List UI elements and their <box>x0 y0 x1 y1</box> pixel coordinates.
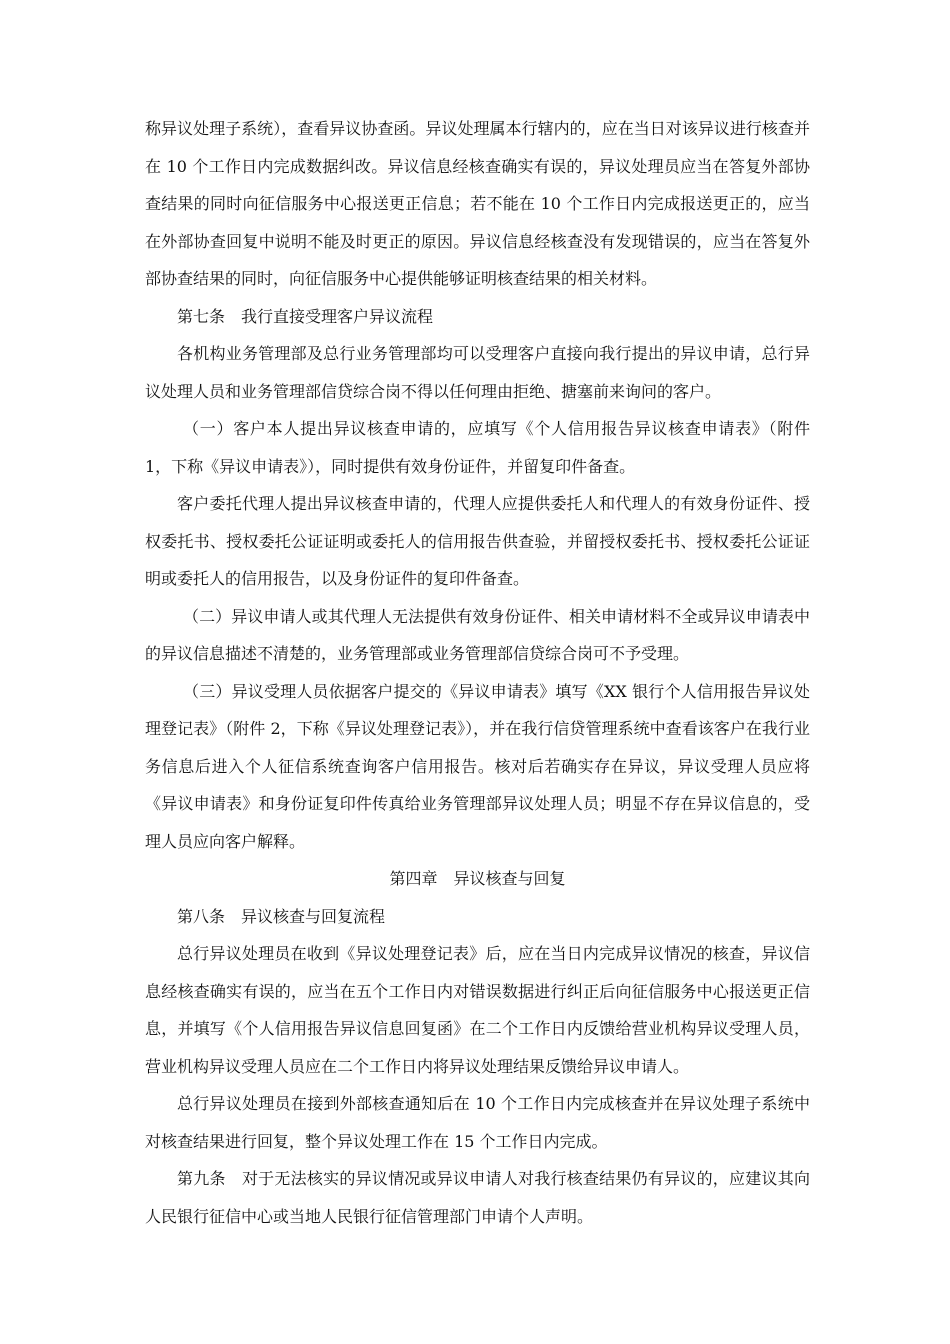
document-page <box>145 110 810 1235</box>
chapter-4-title: 第四章 异议核查与回复 <box>389 869 566 888</box>
paragraph-article-9: 第九条 对于无法核实的异议情况或异议申请人对我行核查结果仍有异议的，应建议其向人民银行征信中心或当地人民银行征信管理部门申请个人声明。 <box>145 1169 810 1226</box>
paragraph-external-verification: 总行异议处理员在接到外部核查通知后在 10 个工作日内完成核查并在异议处理子系统中对核查结果进行回复，整个异议处理工作在 15 个工作日内完成。 <box>145 1094 810 1151</box>
article-8-title: 第八条 异议核查与回复流程 <box>177 906 386 926</box>
article-7-title: 第七条 我行直接受理客户异议流程 <box>177 306 434 326</box>
paragraph-item-2: （二）异议申请人或其代理人无法提供有效身份证件、相关申请材料不全或异议申请表中的异议信息描述不清楚的，业务管理部或业务管理部信贷综合岗可不予受理。 <box>145 606 810 663</box>
paragraph-item-3: （三）异议受理人员依据客户提交的《异议申请表》填写《XX 银行个人信用报告异议处理登记表》（附件 2，下称《异议处理登记表》），并在我行信贷管理系统中查看该客户在我行业务信息后进入个人征信系统查询客户信用报告。核对后若确实存在异议，异议受理人员应将《异议申请表》和身份证复印件传真给业务管理部异议处理人员；明显不存在异议信息的，受理人员应向客户解释。 <box>145 681 810 851</box>
paragraph-item-1: （一）客户本人提出异议核查申请的，应填写《个人信用报告异议核查申请表》（附件 1，下称《异议申请表》），同时提供有效身份证件，并留复印件备查。 <box>145 419 810 476</box>
paragraph-head-office-verification: 总行异议处理员在收到《异议处理登记表》后，应在当日内完成异议情况的核查，异议信息经核查确实有误的，应当在五个工作日内对错误数据进行纠正后向征信服务中心报送更正信息，并填写《个人信用报告异议信息回复函》在二个工作日内反馈给营业机构异议受理人员，营业机构异议受理人员应在二个工作日内将异议处理结果反馈给异议申请人。 <box>145 944 810 1076</box>
paragraph-agent-application: 客户委托代理人提出异议核查申请的，代理人应提供委托人和代理人的有效身份证件、授权委托书、授权委托公证证明或委托人的信用报告供查验，并留授权委托书、授权委托公证证明或委托人的信用报告，以及身份证件的复印件备查。 <box>145 494 810 588</box>
paragraph-dispute-verification: 称异议处理子系统），查看异议协查函。异议处理属本行辖内的，应在当日对该异议进行核查并在 10 个工作日内完成数据纠改。异议信息经核查确实有误的，异议处理员应当在答复外部协查结果的同时向征信服务中心报送更正信息；若不能在 10 个工作日内完成报送更正的，应当在外部协查回复中说明不能及时更正的原因。异议信息经核查没有发现错误的，应当在答复外部协查结果的同时，向征信服务中心提供能够证明核查结果的相关材料。 <box>145 119 810 288</box>
paragraph-direct-acceptance: 各机构业务管理部及总行业务管理部均可以受理客户直接向我行提出的异议申请，总行异议处理人员和业务管理部信贷综合岗不得以任何理由拒绝、搪塞前来询问的客户。 <box>145 344 810 401</box>
